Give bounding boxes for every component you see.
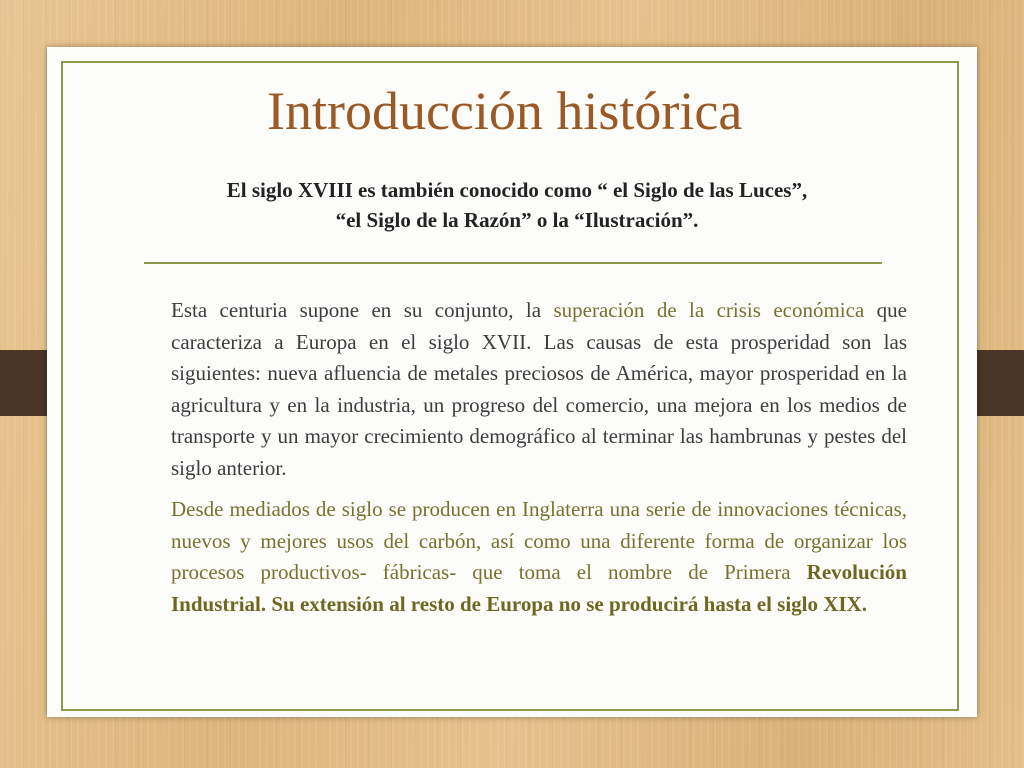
title-divider [144,262,882,264]
slide-body [171,295,907,620]
paragraph-1-highlight: superación de la crisis económica [553,298,865,322]
slide-card [47,47,977,717]
paragraph-2 [171,494,907,620]
paragraph-2-bold: Revolución Industrial. Su extensión al resto de Europa no se producirá hasta el siglo XIX. [171,560,907,616]
paragraph-1-intro: Esta centuria supone en su conjunto, la [171,298,554,322]
slide-subtitle [167,175,867,235]
slide-title: Introducción histórica [267,81,743,141]
subtitle-line-1: El siglo XVIII es también conocido como “ el Siglo de las Luces”, [226,178,808,202]
paragraph-1-rest: que caracteriza a Europa en el siglo XVII. Las causas de esta prosperidad son las siguientes: nueva afluencia de metales preciosos de América, mayor prosperidad en la agricultura y en la industria, un progreso del comercio, una mejora en los medios de transporte y un mayor crecimiento demográfico al terminar las hambrunas y pestes del siglo anterior. [171,298,907,480]
subtitle-line-2: “el Siglo de la Razón” o la “Ilustración”. [335,208,699,232]
paragraph-1 [171,295,907,484]
paragraph-2-text: Desde mediados de siglo se producen en Inglaterra una serie de innovaciones técnicas, nuevos y mejores usos del carbón, así como una diferente forma de organizar los procesos productivos- fábricas- que toma el nombre de Primera [171,497,907,584]
